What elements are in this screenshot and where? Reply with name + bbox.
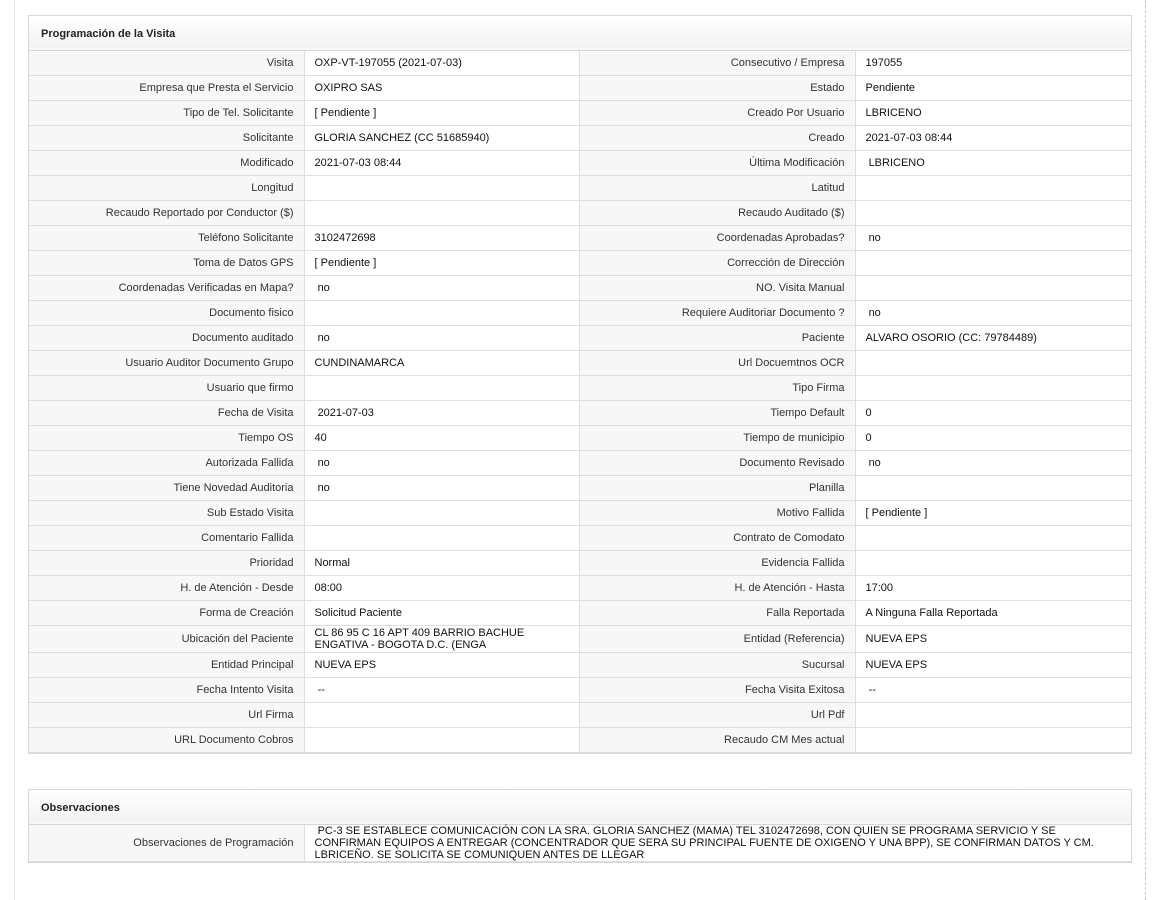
field-label: Estado: [579, 76, 855, 101]
table-row: [29, 576, 1131, 601]
field-label: Coordenadas Aprobadas?: [579, 226, 855, 251]
field-value: [855, 276, 1131, 301]
field-label: Fecha de Visita: [29, 401, 304, 426]
table-row: [29, 76, 1131, 101]
table-row: [29, 501, 1131, 526]
observations-value: PC-3 SE ESTABLECE COMUNICACIÓN CON LA SRA. GLORIA SANCHEZ (MAMA) TEL 3102472698, CON QUIEN SE PROGRAMA SERVICIO Y SE CONFIRMAN EQUIPOS A ENTREGAR (CONCENTRADOR QUE SERA SU PRINCIPAL FUENTE DE OXIGENO Y UNA BPP), SE CONFIRMAN DATOS Y CM. LBRICEÑO. SE SOLICITA SE COMUNIQUEN ANTES DE LLEGAR: [304, 825, 1131, 862]
field-label: Url Firma: [29, 703, 304, 728]
field-value: [304, 526, 579, 551]
field-label: Paciente: [579, 326, 855, 351]
field-value: [855, 376, 1131, 401]
field-value: 0: [855, 401, 1131, 426]
table-row: [29, 526, 1131, 551]
field-label: Url Pdf: [579, 703, 855, 728]
table-row: [29, 351, 1131, 376]
field-label: Tiempo de municipio: [579, 426, 855, 451]
field-label: Tiene Novedad Auditoria: [29, 476, 304, 501]
field-value: OXIPRO SAS: [304, 76, 579, 101]
table-row: [29, 251, 1131, 276]
field-label: Modificado: [29, 151, 304, 176]
field-label: Comentario Fallida: [29, 526, 304, 551]
field-value: 08:00: [304, 576, 579, 601]
field-label: Recaudo Auditado ($): [579, 201, 855, 226]
field-value: 2021-07-03: [304, 401, 579, 426]
field-value: [304, 703, 579, 728]
field-value: --: [855, 678, 1131, 703]
field-label: Tiempo OS: [29, 426, 304, 451]
table-row: [29, 276, 1131, 301]
field-value: no: [855, 451, 1131, 476]
field-value: ALVARO OSORIO (CC: 79784489): [855, 326, 1131, 351]
field-value: Normal: [304, 551, 579, 576]
field-value: [304, 301, 579, 326]
visit-schedule-title: Programación de la Visita: [29, 16, 1131, 51]
field-value: [855, 351, 1131, 376]
field-value: 2021-07-03 08:44: [304, 151, 579, 176]
table-row: [29, 476, 1131, 501]
observations-table: [29, 825, 1131, 862]
field-label: Prioridad: [29, 551, 304, 576]
field-label: Corrección de Dirección: [579, 251, 855, 276]
table-row: [29, 426, 1131, 451]
table-row: [29, 728, 1131, 753]
field-label: Recaudo CM Mes actual: [579, 728, 855, 753]
field-value: no: [304, 276, 579, 301]
field-value: Pendiente: [855, 76, 1131, 101]
field-label: Latitud: [579, 176, 855, 201]
field-label: Documento fisico: [29, 301, 304, 326]
table-row: [29, 551, 1131, 576]
field-label: Ubicación del Paciente: [29, 626, 304, 653]
field-value: no: [855, 226, 1131, 251]
observations-row: [29, 825, 1131, 862]
field-value: CL 86 95 C 16 APT 409 BARRIO BACHUE ENGATIVA - BOGOTA D.C. (ENGA: [304, 626, 579, 653]
table-row: [29, 151, 1131, 176]
field-label: Empresa que Presta el Servicio: [29, 76, 304, 101]
field-value: [855, 526, 1131, 551]
visit-details-table: [29, 51, 1131, 753]
field-value: [855, 201, 1131, 226]
field-label: Evidencia Fallida: [579, 551, 855, 576]
table-row: [29, 226, 1131, 251]
field-label: Tipo Firma: [579, 376, 855, 401]
field-value: [855, 703, 1131, 728]
field-label: Recaudo Reportado por Conductor ($): [29, 201, 304, 226]
table-row: [29, 101, 1131, 126]
field-label: NO. Visita Manual: [579, 276, 855, 301]
field-value: 40: [304, 426, 579, 451]
field-label: Falla Reportada: [579, 601, 855, 626]
table-row: [29, 626, 1131, 653]
field-value: no: [304, 451, 579, 476]
field-label: Requiere Auditoriar Documento ?: [579, 301, 855, 326]
field-label: Motivo Fallida: [579, 501, 855, 526]
field-value: [ Pendiente ]: [304, 101, 579, 126]
field-value: 17:00: [855, 576, 1131, 601]
field-value: NUEVA EPS: [855, 626, 1131, 653]
table-row: [29, 176, 1131, 201]
left-page-border: [14, 0, 15, 900]
table-row: [29, 51, 1131, 76]
field-label: Fecha Visita Exitosa: [579, 678, 855, 703]
field-value: [855, 551, 1131, 576]
table-row: [29, 703, 1131, 728]
field-value: [304, 176, 579, 201]
field-label: H. de Atención - Hasta: [579, 576, 855, 601]
table-row: [29, 601, 1131, 626]
field-label: Teléfono Solicitante: [29, 226, 304, 251]
field-value: [855, 476, 1131, 501]
field-value: GLORIA SANCHEZ (CC 51685940): [304, 126, 579, 151]
field-label: Tiempo Default: [579, 401, 855, 426]
field-value: [304, 501, 579, 526]
field-label: Forma de Creación: [29, 601, 304, 626]
table-row: [29, 678, 1131, 703]
observations-label: Observaciones de Programación: [29, 825, 304, 862]
field-value: --: [304, 678, 579, 703]
field-label: Fecha Intento Visita: [29, 678, 304, 703]
field-value: NUEVA EPS: [855, 653, 1131, 678]
field-value: [855, 728, 1131, 753]
field-label: Coordenadas Verificadas en Mapa?: [29, 276, 304, 301]
table-row: [29, 201, 1131, 226]
table-row: [29, 451, 1131, 476]
field-label: H. de Atención - Desde: [29, 576, 304, 601]
field-label: Toma de Datos GPS: [29, 251, 304, 276]
field-value: no: [304, 476, 579, 501]
right-page-border: [1145, 0, 1146, 900]
field-label: Consecutivo / Empresa: [579, 51, 855, 76]
field-value: no: [855, 301, 1131, 326]
field-label: Usuario que firmo: [29, 376, 304, 401]
table-row: [29, 301, 1131, 326]
field-label: Entidad Principal: [29, 653, 304, 678]
field-label: Longitud: [29, 176, 304, 201]
field-value: [ Pendiente ]: [304, 251, 579, 276]
field-value: [304, 376, 579, 401]
field-label: Documento auditado: [29, 326, 304, 351]
field-label: Entidad (Referencia): [579, 626, 855, 653]
field-label: Planilla: [579, 476, 855, 501]
field-label: Sucursal: [579, 653, 855, 678]
table-row: [29, 376, 1131, 401]
field-label: URL Documento Cobros: [29, 728, 304, 753]
field-value: A Ninguna Falla Reportada: [855, 601, 1131, 626]
field-label: Documento Revisado: [579, 451, 855, 476]
field-value: Solicitud Paciente: [304, 601, 579, 626]
field-value: 2021-07-03 08:44: [855, 126, 1131, 151]
field-label: Visita: [29, 51, 304, 76]
field-value: LBRICENO: [855, 151, 1131, 176]
table-row: [29, 653, 1131, 678]
field-label: Creado: [579, 126, 855, 151]
field-value: 0: [855, 426, 1131, 451]
field-value: [855, 251, 1131, 276]
field-label: Usuario Auditor Documento Grupo: [29, 351, 304, 376]
observations-title: Observaciones: [29, 790, 1131, 825]
field-value: [304, 728, 579, 753]
observations-panel: [28, 789, 1132, 863]
field-label: Autorizada Fallida: [29, 451, 304, 476]
field-value: CUNDINAMARCA: [304, 351, 579, 376]
table-row: [29, 326, 1131, 351]
field-value: LBRICENO: [855, 101, 1131, 126]
field-value: OXP-VT-197055 (2021-07-03): [304, 51, 579, 76]
field-value: 3102472698: [304, 226, 579, 251]
field-value: 197055: [855, 51, 1131, 76]
field-label: Url Docuemtnos OCR: [579, 351, 855, 376]
table-row: [29, 126, 1131, 151]
field-label: Tipo de Tel. Solicitante: [29, 101, 304, 126]
field-value: no: [304, 326, 579, 351]
field-label: Contrato de Comodato: [579, 526, 855, 551]
field-label: Solicitante: [29, 126, 304, 151]
field-value: NUEVA EPS: [304, 653, 579, 678]
visit-schedule-panel: [28, 15, 1132, 754]
field-label: Sub Estado Visita: [29, 501, 304, 526]
field-value: [855, 176, 1131, 201]
field-value: [304, 201, 579, 226]
field-label: Creado Por Usuario: [579, 101, 855, 126]
field-label: Última Modificación: [579, 151, 855, 176]
table-row: [29, 401, 1131, 426]
field-value: [ Pendiente ]: [855, 501, 1131, 526]
